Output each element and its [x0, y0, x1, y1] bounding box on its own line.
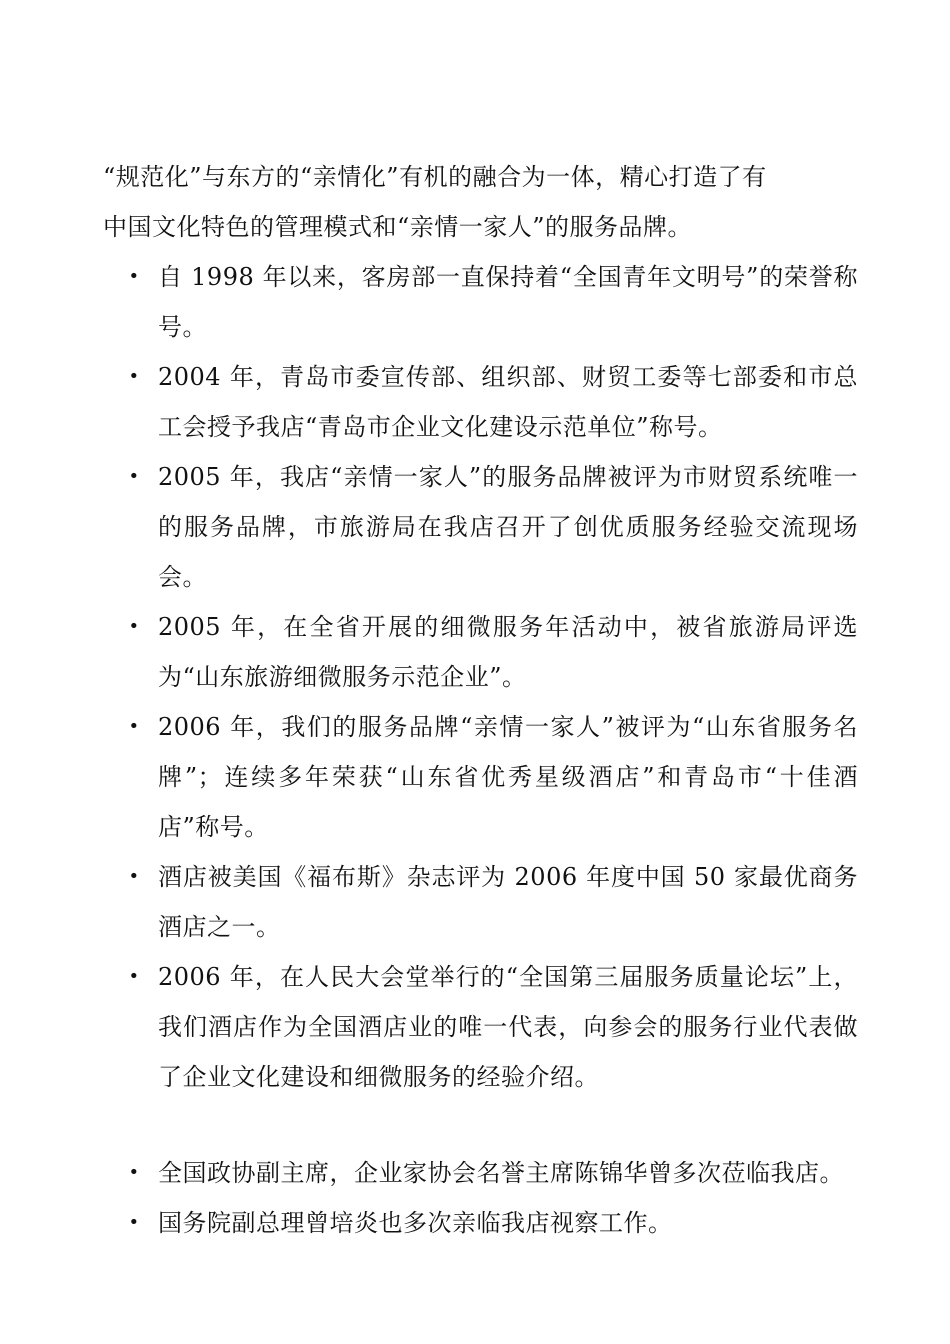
list-item: [0, 852, 858, 952]
list-item: [0, 1198, 878, 1248]
list-item-text: 全国政协副主席，企业家协会名誉主席陈锦华曾多次莅临我店。: [158, 1159, 844, 1187]
list-item: [0, 352, 858, 452]
list-item-text: 2006 年，在人民大会堂举行的“全国第三届服务质量论坛”上，我们酒店作为全国酒店业的唯一代表，向参会的服务行业代表做了企业文化建设和细微服务的经验介绍。: [158, 963, 858, 1091]
bullet-icon: •: [128, 466, 140, 487]
bullet-icon: •: [128, 1212, 140, 1233]
list-item-text: 自 1998 年以来，客房部一直保持着“全国青年文明号”的荣誉称号。: [158, 263, 858, 341]
list-item-text: 2005 年，我店“亲情一家人”的服务品牌被评为市财贸系统唯一的服务品牌，市旅游局在我店召开了创优质服务经验交流现场会。: [158, 463, 858, 591]
list-item: [0, 452, 858, 602]
list-item-text: 2004 年，青岛市委宣传部、组织部、财贸工委等七部委和市总工会授予我店“青岛市企业文化建设示范单位”称号。: [158, 363, 858, 441]
list-item: [0, 602, 858, 702]
intro-line-1: “规范化”与东方的“亲情化”有机的融合为一体，精心打造了有: [103, 163, 767, 191]
list-item-text: 2006 年，我们的服务品牌“亲情一家人”被评为“山东省服务名牌”；连续多年荣获“山东省优秀星级酒店”和青岛市“十佳酒店”称号。: [158, 713, 858, 841]
list-item-text: 国务院副总理曾培炎也多次亲临我店视察工作。: [158, 1209, 673, 1237]
bullet-icon: •: [128, 716, 140, 737]
intro-paragraph: [103, 152, 863, 252]
intro-line-2: 中国文化特色的管理模式和“亲情一家人”的服务品牌。: [103, 213, 693, 241]
bullet-icon: •: [128, 616, 140, 637]
bullet-icon: •: [128, 866, 140, 887]
list-item: [0, 252, 858, 352]
bullet-icon: •: [128, 266, 140, 287]
list-item: [0, 702, 858, 852]
bullet-icon: •: [128, 1162, 140, 1183]
list-item: [0, 1148, 878, 1198]
list-item: [0, 952, 858, 1102]
list-item-text: 2005 年，在全省开展的细微服务年活动中，被省旅游局评选为“山东旅游细微服务示范企业”。: [158, 613, 858, 691]
list-item-text: 酒店被美国《福布斯》杂志评为 2006 年度中国 50 家最优商务酒店之一。: [158, 863, 858, 941]
bullet-icon: •: [128, 366, 140, 387]
honors-list: [0, 252, 950, 1248]
bullet-icon: •: [128, 966, 140, 987]
